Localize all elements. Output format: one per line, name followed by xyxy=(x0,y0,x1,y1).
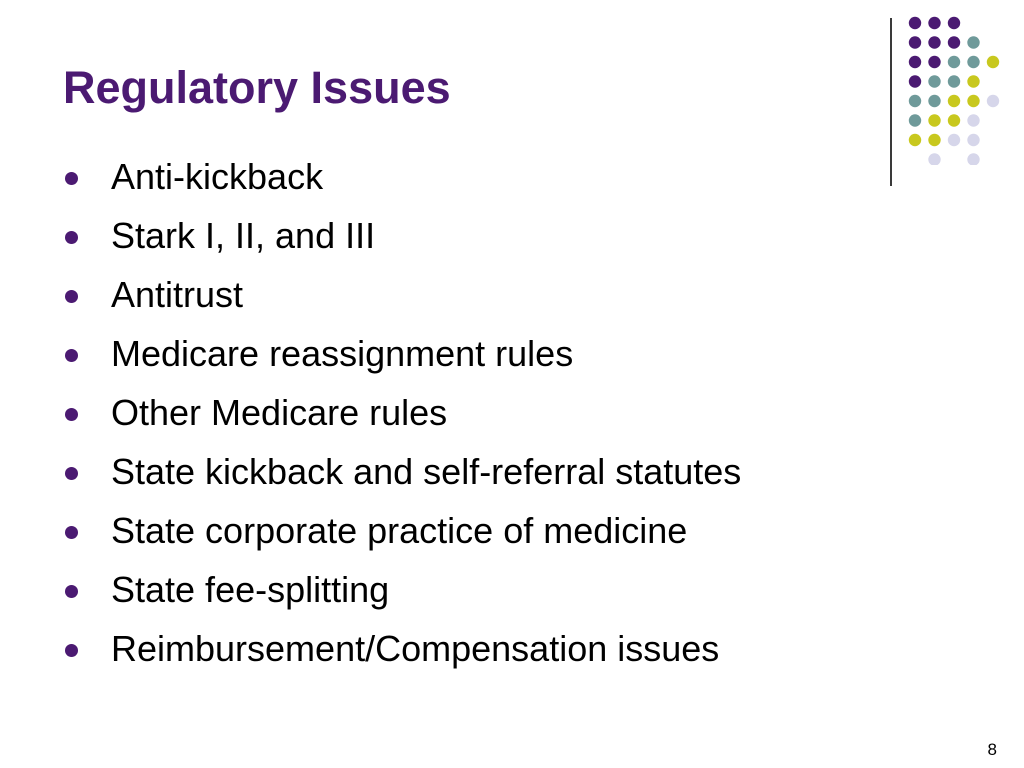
bullet-text: State fee-splitting xyxy=(111,569,390,610)
logo-dot xyxy=(928,56,940,68)
bullet-text: State corporate practice of medicine xyxy=(111,510,688,551)
slide-title: Regulatory Issues xyxy=(63,62,451,113)
logo-dot xyxy=(928,134,940,146)
logo-dot xyxy=(967,95,979,107)
bullet-text: Other Medicare rules xyxy=(111,392,448,433)
bullet-item xyxy=(63,206,741,265)
logo-dot xyxy=(948,114,960,126)
logo-dot xyxy=(909,95,921,107)
logo-dot xyxy=(948,75,960,87)
bullet-dot-icon xyxy=(65,526,78,539)
logo-dot xyxy=(909,56,921,68)
logo-dot xyxy=(948,95,960,107)
logo-dot xyxy=(909,75,921,87)
logo-dot xyxy=(987,56,999,68)
bullet-item xyxy=(63,147,741,206)
bullet-list xyxy=(63,147,741,678)
logo-dot xyxy=(928,114,940,126)
logo-dot xyxy=(948,36,960,48)
logo-dot xyxy=(967,36,979,48)
logo-dot xyxy=(967,153,979,165)
bullet-item xyxy=(63,383,741,442)
bullet-text: Reimbursement/Compensation issues xyxy=(111,628,720,669)
bullet-text: State kickback and self-referral statutes xyxy=(111,451,742,492)
logo-dot xyxy=(909,114,921,126)
bullet-dot-icon xyxy=(65,231,78,244)
bullet-item xyxy=(63,619,741,678)
logo-dot xyxy=(967,134,979,146)
logo-dot xyxy=(967,75,979,87)
logo-dot xyxy=(967,56,979,68)
slide-number: 8 xyxy=(987,740,997,759)
logo-dot xyxy=(987,95,999,107)
logo-dot xyxy=(909,17,921,29)
bullet-item xyxy=(63,560,741,619)
logo-dot xyxy=(967,114,979,126)
logo-dot xyxy=(948,17,960,29)
bullet-dot-icon xyxy=(65,467,78,480)
logo-dot xyxy=(909,36,921,48)
title-divider-line xyxy=(890,18,892,186)
bullet-dot-icon xyxy=(65,349,78,362)
bullet-dot-icon xyxy=(65,172,78,185)
bullet-dot-icon xyxy=(65,290,78,303)
bullet-dot-icon xyxy=(65,408,78,421)
logo-dot xyxy=(909,134,921,146)
bullet-dot-icon xyxy=(65,644,78,657)
logo-dot xyxy=(948,56,960,68)
bullet-text: Anti-kickback xyxy=(111,156,324,197)
logo-dot xyxy=(928,95,940,107)
dot-grid-logo xyxy=(907,15,1007,165)
bullet-item xyxy=(63,265,741,324)
bullet-item xyxy=(63,501,741,560)
logo-dot xyxy=(928,17,940,29)
logo-dot xyxy=(928,153,940,165)
logo-dot xyxy=(928,75,940,87)
logo-dot xyxy=(948,134,960,146)
bullet-item xyxy=(63,442,741,501)
logo-dot xyxy=(928,36,940,48)
bullet-text: Antitrust xyxy=(111,274,244,315)
bullet-text: Stark I, II, and III xyxy=(111,215,376,256)
bullet-dot-icon xyxy=(65,585,78,598)
bullet-item xyxy=(63,324,741,383)
bullet-text: Medicare reassignment rules xyxy=(111,333,574,374)
